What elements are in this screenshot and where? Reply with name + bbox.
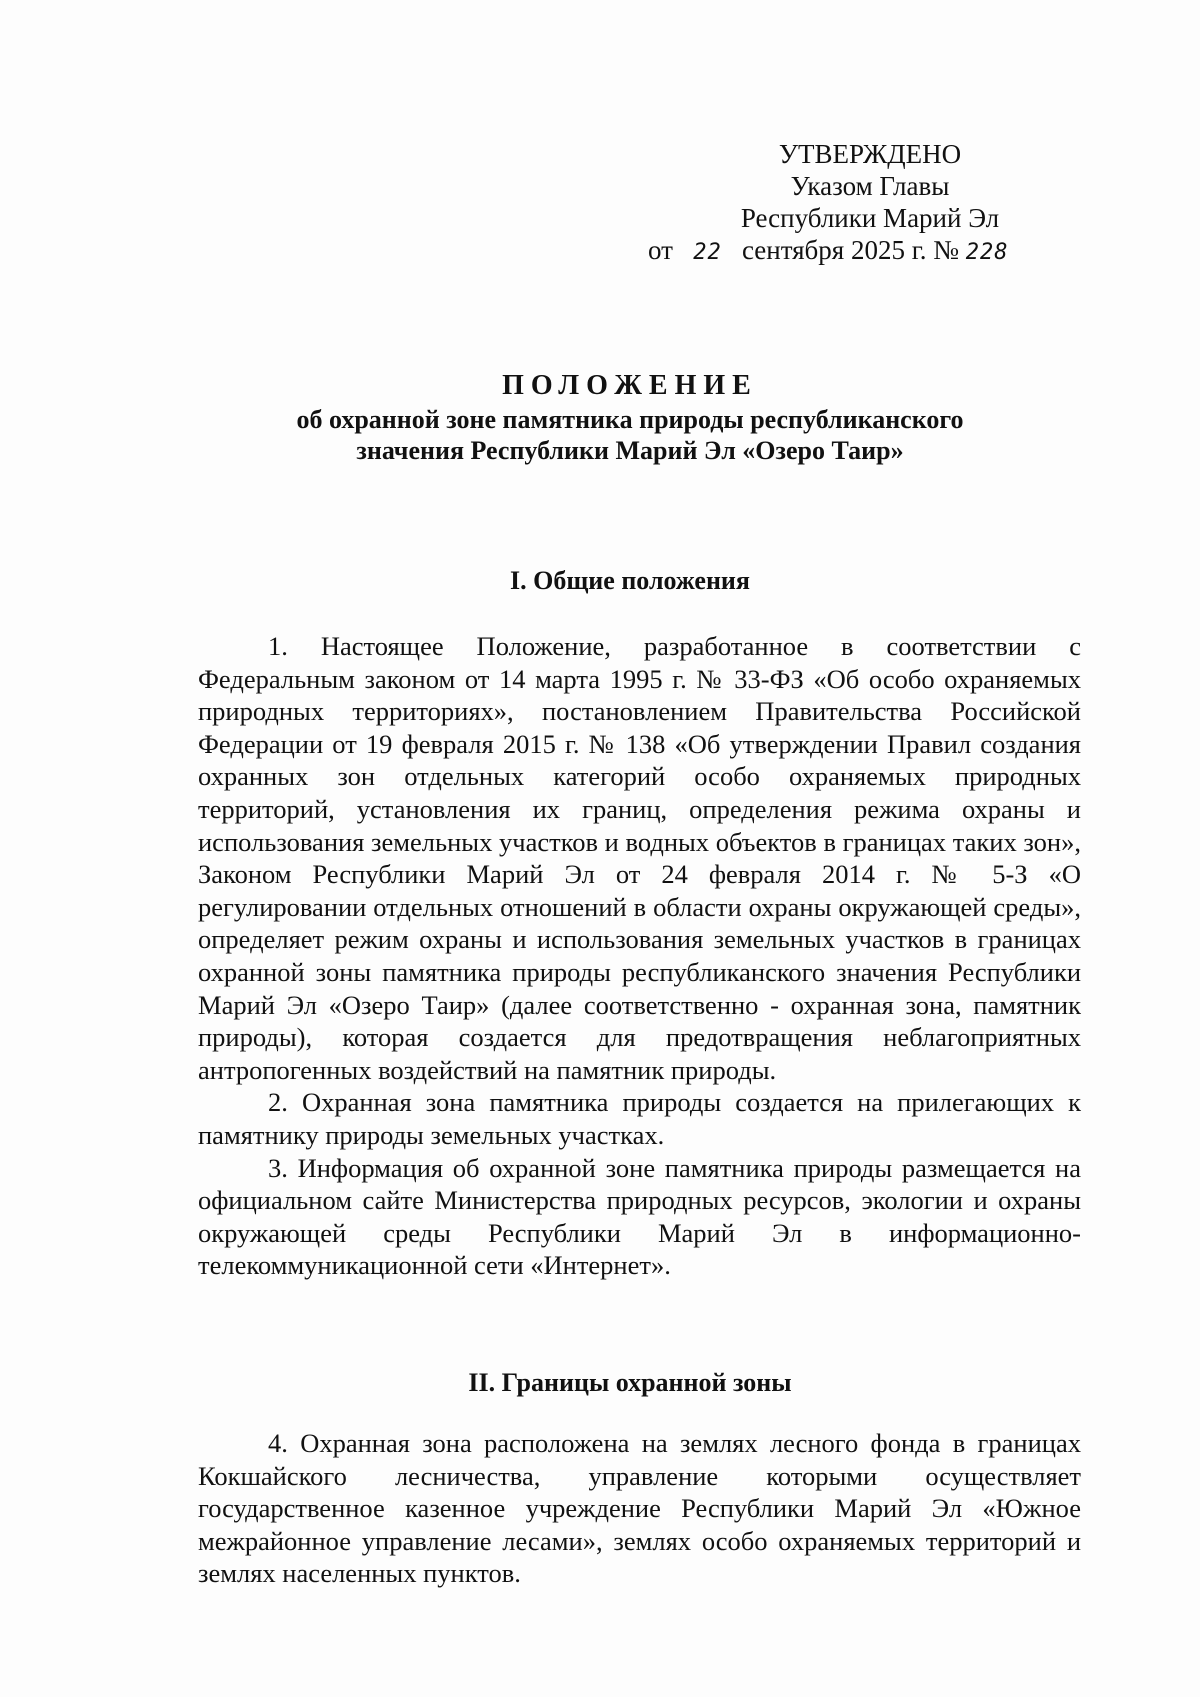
decree-line: Указом Главы (790, 171, 950, 201)
title-main: ПОЛОЖЕНИЕ (502, 370, 758, 401)
paragraph-4: 4. Охранная зона расположена на землях лесного фонда в границах Кокшайского лесничества, управление которыми осуществляет государственное казенное учреждение Республики Марий Эл «Южное межрайонное управление лесами», землях особо охраняемых территорий и землях населенных пунктов. (198, 1428, 1081, 1589)
section-general-body (198, 630, 1081, 1282)
decree-day: 22 (693, 240, 722, 265)
paragraph-1: 1. Настоящее Положение, разработанное в соответствии с Федеральным законом от 14 марта 1995 г. № 33-ФЗ «Об особо охраняемых природных территориях», постановлением Правительства Российской Федерации от 19 февраля 2015 г. № 138 «Об утверждении Правил создания охранных зон отдельных категорий особо охраняемых природных территорий, установления их границ, определения режима охраны и использования земельных участков и водных объектов в границах таких зон», Законом Республики Марий Эл от 24 февраля 2014 г. № 5-З «О регулировании отдельных отношений в области охраны окружающей среды», определяет режим охраны и использования земельных участков в границах охранной зоны памятника природы республиканского значения Республики Марий Эл «Озеро Таир» (далее соответственно - охранная зона, памятник природы), которая создается для предотвращения неблагоприятных антропогенных воздействий на памятник природы. (198, 631, 1081, 1085)
decree-number: 228 (965, 240, 1009, 265)
section-heading-boundaries: II. Границы охранной зоны (468, 1368, 792, 1397)
approval-stamp (648, 138, 1070, 269)
title-line-1: об охранной зоне памятника природы республиканского (296, 405, 964, 434)
approved-label: УТВЕРЖДЕНО (778, 139, 962, 169)
date-prefix: от (648, 235, 673, 265)
decree-date-line (648, 234, 1070, 269)
document-title (180, 370, 1080, 466)
paragraph-2: 2. Охранная зона памятника природы создается на прилегающих к памятнику природы земельных участках. (198, 1087, 1081, 1150)
section-heading-general: I. Общие положения (510, 566, 750, 595)
republic-line: Республики Марий Эл (740, 203, 1000, 233)
section-boundaries-body (198, 1427, 1081, 1590)
title-line-2: значения Республики Марий Эл «Озеро Таир» (356, 436, 904, 465)
paragraph-3: 3. Информация об охранной зоне памятника природы размещается на официальном сайте Министерства природных ресурсов, экологии и охраны окружающей среды Республики Марий Эл в информационно-телекоммуникационной сети «Интернет». (198, 1152, 1081, 1281)
decree-month-year: сентября 2025 г. № (741, 235, 960, 265)
